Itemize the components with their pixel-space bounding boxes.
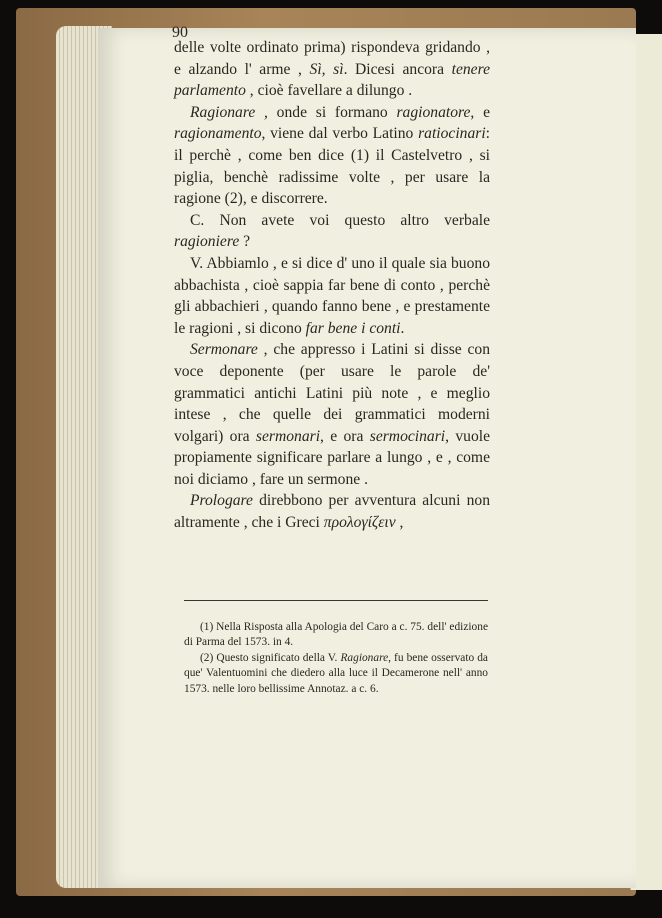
page-content xyxy=(174,24,490,534)
paragraph-2: Ragionare , onde si formano ragionatore, e ragionamento, viene dal verbo Latino ratiocinari: il perchè , come ben dice (1) il Castelvetro , si piglia, benchè radissime volte , per usare la ragione (2), e discorrere. xyxy=(174,103,490,208)
footnote-2: (2) Questo significato della V. Ragionare, fu bene osservato da que' Valentuomini che diedero alla luce il Decamerone nell' anno 1573. nelle loro bellissime Annotaz. a c. 6. xyxy=(184,651,488,695)
footnotes xyxy=(184,620,488,697)
paragraph-1: delle volte ordinato prima) rispondeva gridando , e alzando l' arme , Sì, sì. Dicesi ancora tenere parlamento , cioè favellare a dilungo . xyxy=(174,39,490,100)
main-text xyxy=(174,37,490,534)
paragraph-4: V. Abbiamlo , e si dice d' uno il quale sia buono abbachista , cioè sappia far bene di conto , perchè gli abbachieri , quando fanno bene , e prestamente le ragioni , si dicono far bene i conti. xyxy=(174,254,490,337)
paragraph-5: Sermonare , che appresso i Latini si disse con voce deponente (per usare le parole de' grammatici antichi Latini più note , e meglio intese , che quelle dei grammatici moderni volgari) ora sermonari, e ora sermocinari, vuole propiamente significare parlare a lungo , e , come noi diciamo , fare un sermone . xyxy=(174,341,490,488)
footnote-1: (1) Nella Risposta alla Apologia del Caro a c. 75. dell' edizione di Parma del 1573. in 4. xyxy=(184,621,488,649)
paragraph-6: Prologare direbbono per avventura alcuni non altramente , che i Greci προλογίζειν , xyxy=(174,492,490,532)
paragraph-3: C. Non avete voi questo altro verbale ragioniere ? xyxy=(174,211,490,251)
page-number: 90 xyxy=(172,24,188,41)
footnote-rule xyxy=(184,600,488,601)
